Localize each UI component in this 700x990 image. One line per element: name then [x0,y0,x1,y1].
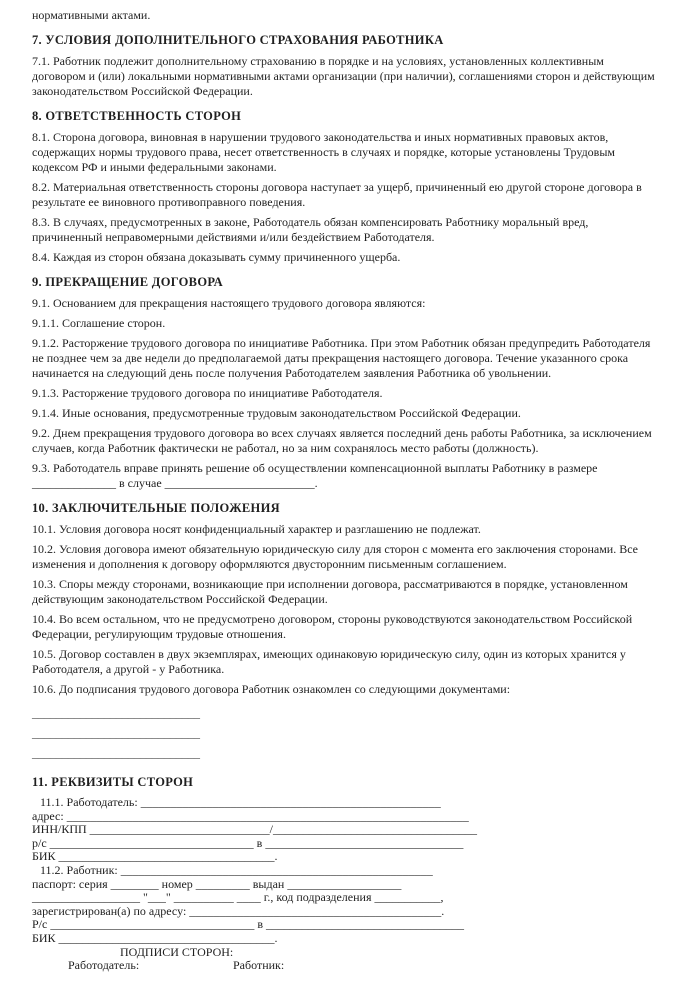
requisites-employee-line: 11.2. Работник: ____________________________________________________ [40,862,433,877]
document-blank-line: ____________________________ [32,726,200,740]
requisites-employer-inn-kpp: ИНН/КПП ______________________________/__________________________________ [32,822,478,837]
clause-9-1: 9.1. Основанием для прекращения настоящего трудового договора являются: [32,296,426,310]
clause-8-1: 8.1. Сторона договора, виновная в нарушении трудового законодательства и иных нормативных правовых актов, содержащих нормы трудового права, несет ответственность в случаях и порядке, которые установлены Трудовым кодексом РФ и иными федеральными законами. [32,130,616,174]
requisites-employee-passport: паспорт: серия ________ номер _________ выдан ___________________ [32,876,402,891]
clause-9-2: 9.2. Днем прекращения трудового договора во всех случаях является последний день работы Работника, за исключением случаев, когда Работник фактически не работал, но за ним сохранялось место работы (должность). [32,426,652,455]
requisites-employee-account: Р/с __________________________________ в _________________________________ [32,917,464,932]
clause-8-3: 8.3. В случаях, предусмотренных в законе, Работодатель обязан компенсировать Работнику моральный вред, причиненный неправомерными действиями и/или бездействием Работодателя. [32,215,589,244]
signature-employee-label: Работник: [233,958,285,973]
requisites-employer-account: р/с __________________________________ в _________________________________ [32,835,464,850]
requisites-employee-bik: БИК ____________________________________. [32,930,278,945]
document-blank-line: ____________________________ [32,706,200,720]
section-7-heading: 7. УСЛОВИЯ ДОПОЛНИТЕЛЬНОГО СТРАХОВАНИЯ РАБОТНИКА [32,33,444,47]
clause-10-4: 10.4. Во всем остальном, что не предусмотрено договором, стороны руководствуются законодательством Российской Федерации, регулирующим трудовые отношения. [32,612,633,641]
clause-10-2: 10.2. Условия договора имеют обязательную юридическую силу для сторон с момента его заключения сторонами. Все изменения и дополнения к договору оформляются двусторонним письменным соглашением. [32,542,639,571]
clause-7-1: 7.1. Работник подлежит дополнительному страхованию в порядке и на условиях, установленных коллективным договором и (или) локальными нормативными актами организации (при наличии), соглашениями сторон и действующим законодательством Российской Федерации. [32,54,655,98]
requisites-employer-address: адрес: ___________________________________________________________________ [32,808,469,823]
document-blank-line: ____________________________ [32,746,200,760]
intro-fragment: нормативными актами. [32,8,151,22]
clause-9-1-2: 9.1.2. Расторжение трудового договора по инициативе Работника. При этом Работник обязан предупредить Работодателя не позднее чем за две недели до предполагаемой даты прекращения настоящего договора. Течение указанного срока начинается на следующий день после получения Работодателем заявления Работника об увольнении. [32,336,651,380]
clause-8-4: 8.4. Каждая из сторон обязана доказывать сумму причиненного ущерба. [32,250,401,264]
requisites-employer-bik: БИК ____________________________________. [32,849,278,864]
requisites-employer-line: 11.1. Работодатель: __________________________________________________ [40,795,441,809]
clause-10-5: 10.5. Договор составлен в двух экземплярах, имеющих одинаковую юридическую силу, один из которых хранится у Работодателя, а другой - у Работника. [32,647,626,676]
clause-9-3: 9.3. Работодатель вправе принять решение об осуществлении компенсационной выплаты Работнику в размере ______________ в случае _________________________. [32,461,598,490]
signatures-row [32,959,660,973]
signatures-title: ПОДПИСИ СТОРОН: [120,944,234,959]
clause-10-6: 10.6. До подписания трудового договора Работник ознакомлен со следующими документами: [32,682,511,696]
section-8-heading: 8. ОТВЕТСТВЕННОСТЬ СТОРОН [32,109,242,123]
clause-8-2: 8.2. Материальная ответственность стороны договора наступает за ущерб, причиненный ею другой стороне договора в результате ее виновного противоправного поведения. [32,180,642,209]
clause-9-1-3: 9.1.3. Расторжение трудового договора по инициативе Работодателя. [32,386,383,400]
clause-9-1-4: 9.1.4. Иные основания, предусмотренные трудовым законодательством Российской Федерации. [32,406,521,420]
clause-10-3: 10.3. Споры между сторонами, возникающие при исполнении договора, рассматриваются в порядке, установленном действующим законодательством Российской Федерации. [32,577,628,606]
section-11-heading: 11. РЕКВИЗИТЫ СТОРОН [32,775,194,789]
requisites-employee-registered: зарегистрирован(а) по адресу: __________________________________________. [32,903,445,918]
requisites-employee-issue-date: __________________ "___" __________ ____ г., код подразделения ___________, [32,890,444,905]
clause-10-1: 10.1. Условия договора носят конфиденциальный характер и разглашению не подлежат. [32,522,481,536]
clause-9-1-1: 9.1.1. Соглашение сторон. [32,316,166,330]
signature-employer-label: Работодатель: [68,958,140,973]
section-9-heading: 9. ПРЕКРАЩЕНИЕ ДОГОВОРА [32,275,224,289]
section-10-heading: 10. ЗАКЛЮЧИТЕЛЬНЫЕ ПОЛОЖЕНИЯ [32,501,280,515]
